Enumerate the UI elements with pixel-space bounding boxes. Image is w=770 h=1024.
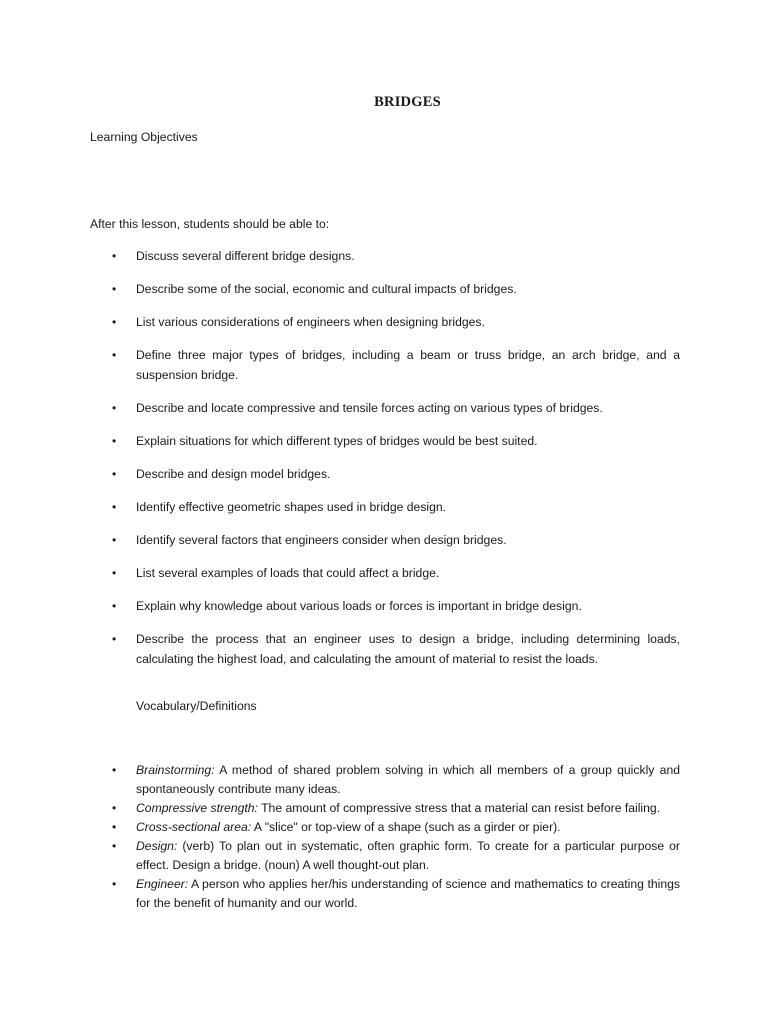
vocab-item [90,875,680,913]
vocab-definition: (verb) To plan out in systematic, often graphic form. To create for a particular purpose or effect. Design a bridge. (noun) A well thought-out plan. [136,839,680,872]
vocab-item [90,837,680,875]
vocab-definition: A person who applies her/his understanding of science and mathematics to creating things for the benefit of humanity and our world. [136,877,680,910]
list-item: • List various considerations of engineers when designing bridges. [90,312,680,332]
vocabulary-list [90,761,680,913]
list-item: • Explain situations for which different types of bridges would be best suited. [90,431,680,451]
list-item: • List several examples of loads that could affect a bridge. [90,563,680,583]
vocab-term: Design: [136,839,178,853]
vocab-item [90,818,680,837]
vocab-term: Cross-sectional area: [136,820,252,834]
learning-objectives-heading: Learning Objectives [90,130,198,144]
list-item: • Discuss several different bridge designs. [90,246,680,266]
list-item: • Describe and design model bridges. [90,464,680,484]
vocab-item [90,761,680,799]
vocab-definition: The amount of compressive stress that a material can resist before failing. [257,801,661,815]
list-item: • Describe the process that an engineer uses to design a bridge, including determining loads, calculating the highest load, and calculating the amount of material to resist the loads. [90,629,680,669]
list-item: • Describe and locate compressive and tensile forces acting on various types of bridges. [90,398,680,418]
vocab-item [90,799,680,818]
vocab-term: Brainstorming: [136,763,215,777]
list-item: • Describe some of the social, economic and cultural impacts of bridges. [90,279,680,299]
objectives-intro: After this lesson, students should be able to: [90,217,330,231]
list-item: • Explain why knowledge about various loads or forces is important in bridge design. [90,596,680,616]
vocabulary-heading: Vocabulary/Definitions [136,699,257,713]
list-item: • Identify several factors that engineers consider when design bridges. [90,530,680,550]
list-item: • Identify effective geometric shapes used in bridge design. [90,497,680,517]
vocab-term: Engineer: [136,877,189,891]
vocab-definition: A "slice" or top-view of a shape (such as a girder or pier). [251,820,561,834]
document-title: BRIDGES [374,94,441,110]
objectives-list [90,246,680,682]
vocab-definition: A method of shared problem solving in which all members of a group quickly and spontaneously contribute many ideas. [136,763,680,796]
list-item: • Define three major types of bridges, including a beam or truss bridge, an arch bridge, and a suspension bridge. [90,345,680,385]
vocab-term: Compressive strength: [136,801,258,815]
